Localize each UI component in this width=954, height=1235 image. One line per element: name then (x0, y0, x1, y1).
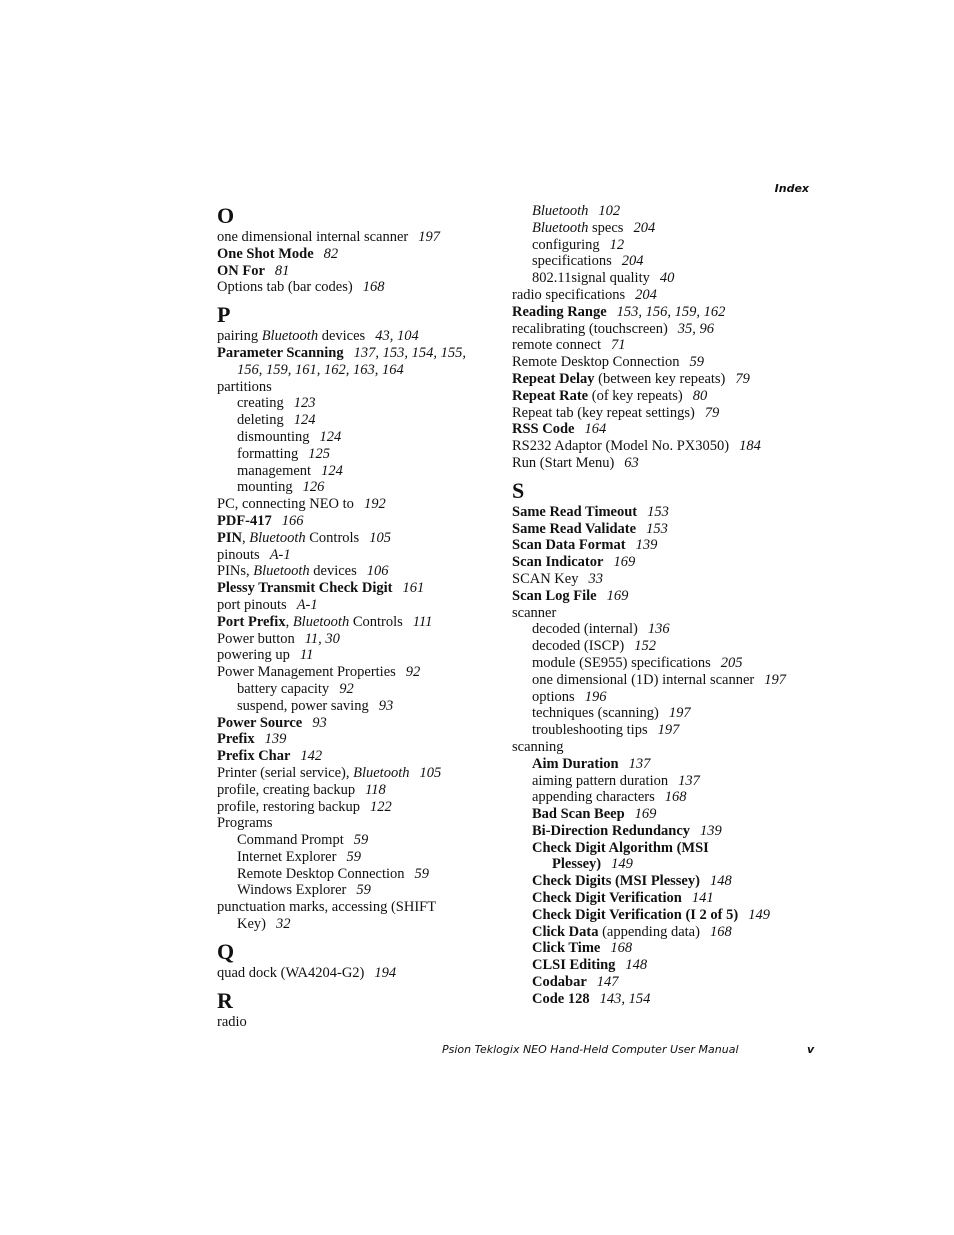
entry-term: powering up (217, 647, 290, 664)
index-subentry (512, 621, 792, 638)
entry-term: Bad Scan Beep (532, 806, 625, 823)
page-reference[interactable]: 125 (308, 445, 330, 462)
page-reference[interactable]: 12 (609, 236, 625, 253)
entry-term: management (237, 462, 312, 479)
page-reference[interactable]: 118 (365, 781, 386, 798)
index-subentry (512, 203, 792, 220)
page-reference[interactable]: 192 (363, 496, 386, 513)
entry-term: deleting (237, 412, 284, 429)
entry-term: configuring (532, 236, 600, 253)
entry-term: , (285, 613, 293, 630)
entry-term: scanning (512, 738, 564, 755)
index-entry (512, 421, 792, 438)
page-reference[interactable]: 92 (339, 680, 354, 697)
index-entry (217, 765, 489, 782)
index-entry (217, 715, 489, 732)
entry-term: Prefix (217, 731, 255, 748)
entry-term: (appending data) (598, 923, 700, 940)
entry-term: Repeat Rate (512, 387, 589, 404)
index-subentry (217, 681, 489, 698)
page-reference[interactable]: 169 (634, 806, 657, 823)
entry-term: , (241, 529, 250, 546)
index-subentry (512, 220, 792, 237)
entry-term: creating (237, 395, 284, 412)
index-letter-heading: Q (217, 938, 235, 964)
index-entry (217, 597, 489, 614)
page-reference[interactable]: A-1 (296, 596, 318, 613)
index-entry (512, 438, 792, 455)
index-entry (217, 1014, 489, 1031)
entry-term: Bluetooth (249, 529, 306, 546)
entry-term: recalibrating (touchscreen) (512, 320, 668, 337)
page-reference[interactable]: 153 (646, 520, 668, 537)
page-reference[interactable]: 204 (635, 286, 657, 303)
index-entry (512, 371, 792, 388)
page-reference[interactable]: 139 (700, 822, 722, 839)
entry-term: (between key repeats) (594, 370, 726, 387)
entry-term: pairing (217, 328, 262, 345)
index-entry (217, 899, 489, 933)
page-reference[interactable]: 169 (613, 554, 636, 571)
index-subentry (217, 395, 489, 412)
entry-term: aiming pattern duration (532, 772, 669, 789)
page-reference[interactable]: 93 (312, 714, 327, 731)
entry-term: troubleshooting tips (532, 722, 648, 739)
entry-term: partitions (217, 378, 272, 395)
index-subentry (512, 823, 792, 840)
entry-term: Click Data (532, 923, 599, 940)
footer-title: Psion Teklogix NEO Hand-Held Computer User Manual (442, 1043, 739, 1056)
index-subentry (512, 991, 792, 1008)
entry-term: PDF-417 (217, 512, 272, 529)
page-reference[interactable]: 139 (635, 537, 658, 554)
page-reference[interactable]: 204 (633, 219, 656, 236)
entry-term: Repeat Delay (512, 370, 595, 387)
index-subentry (217, 698, 489, 715)
index-subentry (217, 412, 489, 429)
entry-term: Bluetooth (292, 613, 350, 630)
page-reference[interactable]: 63 (624, 454, 639, 471)
entry-term: Remote Desktop Connection (237, 865, 405, 882)
entry-term: PINs, (217, 563, 254, 580)
index-entry (217, 748, 489, 765)
entry-term: battery capacity (237, 680, 330, 697)
page-reference[interactable]: 79 (735, 370, 750, 387)
index-entry (217, 563, 489, 580)
entry-term: Check Digit Verification (I 2 of 5) (532, 906, 739, 923)
entry-term: Options tab (bar codes) (217, 279, 353, 296)
index-entry (217, 631, 489, 648)
index-entry (512, 537, 792, 554)
index-subentry (512, 237, 792, 254)
index-subentry (512, 722, 792, 739)
index-subentry (512, 907, 792, 924)
index-subentry (512, 773, 792, 790)
entry-term: quad dock (WA4204-G2) (217, 964, 365, 981)
entry-term: formatting (237, 445, 299, 462)
page-reference[interactable]: 33 (588, 570, 603, 587)
page-reference[interactable]: 124 (293, 412, 316, 429)
page-reference[interactable]: 168 (610, 940, 633, 957)
entry-term: Check Digit Algorithm (MSI Plessey) (532, 839, 709, 873)
index-subentry (512, 924, 792, 941)
page-reference[interactable]: 153 (647, 503, 669, 520)
index-entry (512, 521, 792, 538)
index-entry (512, 739, 792, 756)
entry-term: profile, restoring backup (217, 798, 360, 815)
index-subentry (512, 957, 792, 974)
page-reference[interactable]: 205 (720, 654, 743, 671)
page-reference[interactable]: 166 (281, 512, 304, 529)
page-reference[interactable]: 11, 30 (304, 630, 340, 647)
index-subentry (512, 974, 792, 991)
page-reference[interactable]: 164 (584, 421, 607, 438)
entry-term: profile, creating backup (217, 781, 356, 798)
index-entry (512, 304, 792, 321)
index-subentry (217, 479, 489, 496)
entry-term: dismounting (237, 428, 310, 445)
entry-term: 802.11signal quality (532, 270, 650, 287)
page-reference[interactable]: 141 (691, 890, 714, 907)
entry-term: options (532, 688, 575, 705)
index-entry (512, 588, 792, 605)
page-reference[interactable]: 92 (405, 664, 421, 681)
index-subentry (512, 638, 792, 655)
index-subentry (217, 849, 489, 866)
index-entry (512, 455, 792, 472)
entry-term: CLSI Editing (532, 957, 616, 974)
index-subentry (512, 253, 792, 270)
index-entry (217, 664, 489, 681)
entry-term: Prefix Char (217, 748, 291, 765)
index-entry (217, 815, 489, 832)
page-reference[interactable]: 111 (412, 613, 433, 630)
entry-term: PC, connecting NEO to (217, 496, 354, 513)
page-reference[interactable]: 79 (704, 404, 720, 421)
page-reference[interactable]: 59 (414, 865, 430, 882)
entry-term: specifications (532, 253, 612, 270)
entry-term: Bi-Direction Redundancy (532, 822, 691, 839)
entry-term: Windows Explorer (237, 882, 347, 899)
entry-term: techniques (scanning) (532, 705, 659, 722)
entry-term: pinouts (217, 546, 260, 563)
entry-term: RSS Code (512, 421, 575, 438)
page-reference[interactable]: 168 (709, 923, 732, 940)
index-entry (217, 345, 489, 379)
index-entry (512, 605, 792, 622)
entry-term: scanner (512, 604, 557, 621)
entry-term: one dimensional internal scanner (217, 229, 409, 245)
index-entry (217, 647, 489, 664)
page-reference[interactable]: 137 (678, 772, 700, 789)
page-reference[interactable]: 194 (374, 964, 397, 981)
page-reference[interactable]: 168 (362, 279, 385, 296)
page-reference[interactable]: 80 (692, 387, 708, 404)
page-reference[interactable]: 81 (274, 262, 290, 279)
page-reference[interactable]: 59 (356, 882, 371, 899)
entry-term: One Shot Mode (217, 245, 314, 262)
index-subentry (217, 446, 489, 463)
entry-term: Run (Start Menu) (512, 454, 615, 471)
entry-term: (of key repeats) (588, 387, 683, 404)
entry-term: Repeat tab (key repeat settings) (512, 404, 695, 421)
index-subentry (512, 806, 792, 823)
index-entry (217, 580, 489, 597)
page-reference[interactable]: 137, 153, 154, 155, 156, 159, 161, 162, 163, 164 (237, 344, 466, 378)
entry-term: PIN (217, 529, 242, 546)
entry-term: Command Prompt (237, 832, 344, 849)
entry-term: Bluetooth (353, 764, 410, 781)
entry-term: radio (217, 1013, 247, 1030)
index-letter-heading: S (512, 477, 525, 503)
entry-term: specs (588, 219, 624, 236)
index-entry (217, 263, 489, 280)
entry-term: Power Management Properties (217, 664, 396, 681)
page-reference[interactable]: 137 (628, 755, 651, 772)
entry-term: Plessy Transmit Check Digit (217, 580, 393, 597)
entry-term: remote connect (512, 337, 601, 354)
index-entry (217, 496, 489, 513)
index-entry (512, 571, 792, 588)
page-number: v (807, 1043, 815, 1056)
page-reference[interactable]: 147 (596, 974, 619, 991)
index-entry (217, 379, 489, 396)
index-subentry (512, 672, 792, 689)
index-entry (217, 279, 489, 296)
entry-term: Code 128 (532, 990, 590, 1007)
page-reference[interactable]: 82 (323, 245, 339, 262)
index-entry (217, 799, 489, 816)
page-reference[interactable]: 105 (419, 764, 442, 781)
page-reference[interactable]: A-1 (269, 546, 291, 563)
entry-term: Internet Explorer (237, 848, 337, 865)
entry-term: mounting (237, 479, 293, 496)
page-reference[interactable]: 102 (598, 203, 621, 219)
entry-term: decoded (internal) (532, 621, 638, 638)
entry-term: SCAN Key (512, 570, 579, 587)
entry-term: Remote Desktop Connection (512, 354, 680, 371)
page-reference[interactable]: 59 (346, 848, 361, 865)
entry-term: Check Digits (MSI Plessey) (532, 873, 700, 890)
index-subentry (512, 873, 792, 890)
page-reference[interactable]: 204 (621, 253, 644, 270)
entry-term: decoded (ISCP) (532, 638, 625, 655)
index-subentry (512, 705, 792, 722)
entry-term: devices (318, 328, 366, 345)
entry-term: Same Read Timeout (512, 503, 638, 520)
entry-term: one dimensional (1D) internal scanner (532, 671, 755, 688)
page-reference[interactable]: 93 (378, 697, 394, 714)
entry-term: Bluetooth (261, 328, 319, 345)
entry-term: ON For (217, 262, 265, 279)
index-entry (217, 614, 489, 631)
index-subentry (512, 940, 792, 957)
index-entry (512, 405, 792, 422)
index-column-right (512, 203, 792, 1008)
page-reference[interactable]: 35, 96 (677, 320, 715, 337)
entry-term: Power button (217, 630, 295, 647)
index-subentry (217, 832, 489, 849)
index-subentry (512, 270, 792, 287)
entry-term: module (SE955) specifications (532, 654, 711, 671)
page-reference[interactable]: 40 (659, 270, 675, 287)
entry-term: Scan Log File (512, 587, 597, 604)
page-reference[interactable]: 168 (664, 789, 687, 806)
entry-term: Bluetooth (253, 563, 310, 580)
index-entry (217, 530, 489, 547)
index-entry (217, 328, 489, 345)
page-reference[interactable]: 197 (418, 229, 441, 245)
page-reference[interactable]: 59 (353, 832, 369, 849)
index-subentry (512, 890, 792, 907)
page-reference[interactable]: 197 (668, 705, 691, 722)
index-entry (217, 513, 489, 530)
page-reference[interactable]: 148 (709, 873, 732, 890)
entry-term: Controls (305, 529, 360, 546)
page-reference[interactable]: 196 (584, 688, 607, 705)
page-reference[interactable]: 126 (302, 479, 325, 496)
entry-term: RS232 Adaptor (Model No. PX3050) (512, 438, 730, 455)
index-subentry (512, 789, 792, 806)
page-reference[interactable]: 139 (264, 731, 287, 748)
entry-term: radio specifications (512, 286, 626, 303)
index-subentry (217, 866, 489, 883)
index-letter-heading: P (217, 302, 231, 328)
running-header: Index (774, 182, 809, 195)
entry-term: Programs (217, 815, 273, 832)
page-reference[interactable]: 122 (369, 798, 392, 815)
index-entry (217, 782, 489, 799)
index-subentry (217, 882, 489, 899)
index-entry (512, 388, 792, 405)
entry-term: Bluetooth (532, 219, 589, 236)
page-reference[interactable]: 32 (276, 916, 291, 933)
index-subentry (512, 655, 792, 672)
entry-term: punctuation marks, accessing (SHIFT Key) (217, 899, 436, 933)
page-reference[interactable]: 184 (739, 438, 761, 455)
page-reference[interactable]: 149 (611, 856, 633, 873)
page-reference[interactable]: 71 (610, 337, 626, 354)
entry-term: Scan Data Format (512, 537, 626, 554)
page-reference[interactable]: 169 (606, 587, 629, 604)
entry-term: Aim Duration (532, 755, 619, 772)
page-reference[interactable]: 123 (293, 395, 316, 412)
entry-term: Controls (349, 613, 403, 630)
page-reference[interactable]: 124 (319, 428, 342, 445)
index-subentry (512, 689, 792, 706)
index-entry (512, 287, 792, 304)
entry-term: port pinouts (217, 596, 287, 613)
index-entry (512, 354, 792, 371)
index-entry (217, 965, 489, 982)
page-reference[interactable]: 59 (689, 354, 705, 371)
index-entry (217, 731, 489, 748)
index-entry (512, 337, 792, 354)
page-reference[interactable]: 143, 154 (599, 990, 651, 1007)
entry-term: Same Read Validate (512, 520, 637, 537)
index-entry (512, 504, 792, 521)
page-reference[interactable]: 11 (299, 647, 314, 664)
entry-term: Bluetooth (532, 203, 589, 219)
page-reference[interactable]: 106 (366, 563, 389, 580)
page-reference[interactable]: 152 (634, 638, 656, 655)
entry-term: Scan Indicator (512, 554, 604, 571)
index-letter-heading: O (217, 203, 235, 228)
index-entry (217, 246, 489, 263)
index-subentry (512, 756, 792, 773)
page-reference[interactable]: 124 (321, 462, 343, 479)
index-column-left (217, 203, 489, 1030)
page-reference[interactable]: 142 (300, 748, 323, 765)
page-reference[interactable]: 136 (647, 621, 670, 638)
page-reference[interactable]: 149 (748, 906, 770, 923)
entry-term: Check Digit Verification (532, 890, 682, 907)
index-entry (512, 321, 792, 338)
entry-term: appending characters (532, 789, 655, 806)
index-subentry (217, 429, 489, 446)
page-reference[interactable]: 105 (369, 529, 391, 546)
entry-term: Reading Range (512, 303, 607, 320)
index-entry (512, 554, 792, 571)
page-reference[interactable]: 153, 156, 159, 162 (616, 303, 726, 320)
index-letter-heading: R (217, 987, 233, 1013)
page-reference[interactable]: 197 (764, 671, 787, 688)
entry-term: Power Source (217, 714, 303, 731)
page-reference[interactable]: 148 (625, 957, 648, 974)
page-reference[interactable]: 197 (657, 722, 680, 739)
page-reference[interactable]: 161 (402, 580, 425, 597)
entry-term: devices (309, 563, 357, 580)
index-subentry (217, 463, 489, 480)
page-reference[interactable]: 43, 104 (375, 328, 419, 345)
entry-term: Parameter Scanning (217, 344, 344, 361)
index-entry (217, 547, 489, 564)
entry-term: Codabar (532, 974, 587, 991)
index-subentry (512, 840, 792, 874)
entry-term: Click Time (532, 940, 601, 957)
index-entry (217, 229, 489, 246)
entry-term: Printer (serial service), (217, 764, 354, 781)
entry-term: Port Prefix (217, 613, 286, 630)
entry-term: suspend, power saving (237, 697, 369, 714)
